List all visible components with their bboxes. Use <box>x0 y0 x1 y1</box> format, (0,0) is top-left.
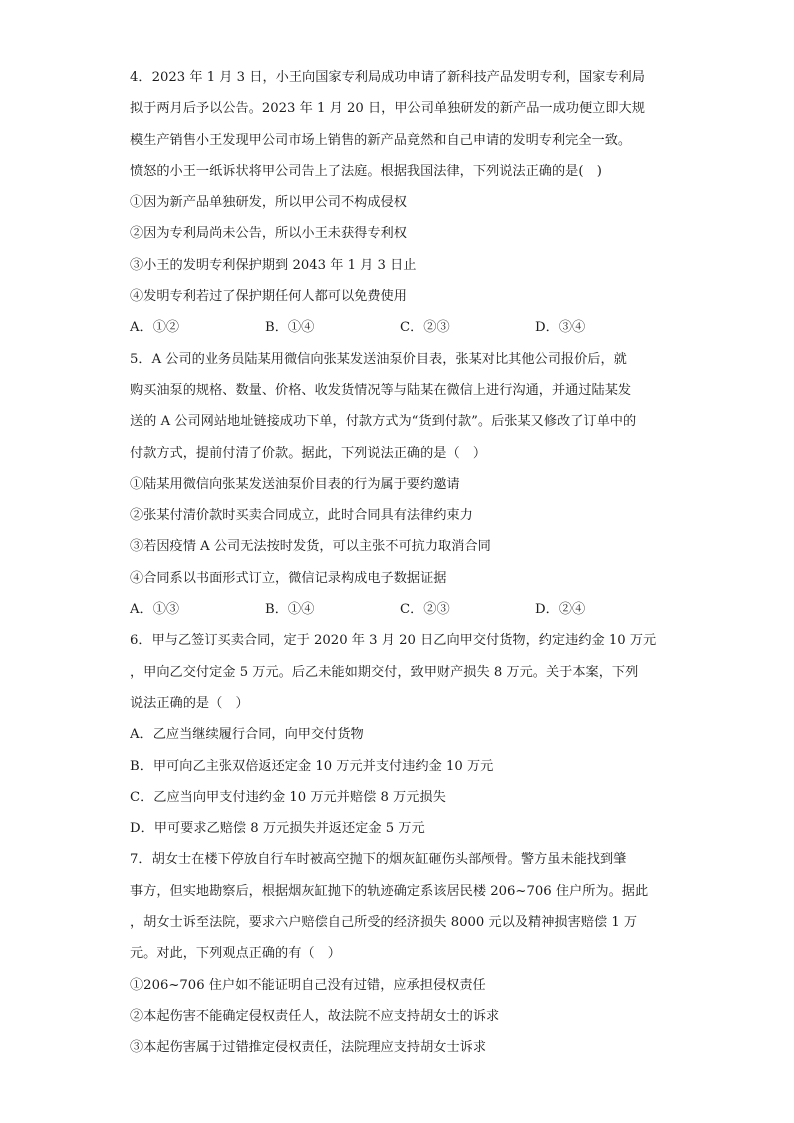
answer-option: A．①② <box>130 320 180 336</box>
question-line: ①陆某用微信向张某发送油泵价目表的行为属于要约邀请 <box>130 476 460 492</box>
question-line: 元。对此，下列观点正确的有（ ） <box>130 946 341 962</box>
question-line: 5．A 公司的业务员陆某用微信向张某发送油泵价目表，张某对比其他公司报价后，就 <box>130 351 627 367</box>
question-line: 4．2023 年 1 月 3 日，小王向国家专利局成功申请了新科技产品发明专利，国家专利局 <box>130 70 645 85</box>
question-line: 6．甲与乙签订买卖合同，定于 2020 年 3 月 20 日乙向甲交付货物，约定违约金 10 万元 <box>130 633 657 649</box>
question-line: 送的 A 公司网站地址链接成功下单，付款方式为“货到付款”。后张某又修改了订单中的 <box>130 414 637 430</box>
question-4 <box>130 62 670 344</box>
question-line: ②因为专利局尚未公告，所以小王未获得专利权 <box>130 226 407 242</box>
question-line: ②张某付清价款时买卖合同成立，此时合同具有法律约束力 <box>130 508 473 524</box>
question-line: 拟于两月后予以公告。2023 年 1 月 20 日，甲公司单独研发的新产品一成功便立即大规 <box>130 101 645 117</box>
question-line: ③小王的发明专利保护期到 2043 年 1 月 3 日止 <box>130 257 417 273</box>
question-line: ④合同系以书面形式订立，微信记录构成电子数据证据 <box>130 570 447 586</box>
question-6 <box>130 625 670 844</box>
answer-options <box>130 312 670 343</box>
answer-options <box>130 594 670 625</box>
question-line: ③本起伤害属于过错推定侵权责任，法院理应支持胡女士诉求 <box>130 1040 487 1056</box>
answer-option: D．②④ <box>535 602 586 618</box>
question-line: C．乙应当向甲支付违约金 10 万元并赔偿 8 万元损失 <box>130 789 446 805</box>
answer-option: A．①③ <box>130 602 180 618</box>
question-line: 7．胡女士在楼下停放自行车时被高空抛下的烟灰缸砸伤头部颅骨。警方虽未能找到肇 <box>130 852 627 868</box>
question-5 <box>130 344 670 626</box>
questions-container <box>130 62 670 1064</box>
question-line: ，胡女士诉至法院，要求六户赔偿自己所受的经济损失 8000 元以及精神损害赔偿 1 万 <box>130 915 638 931</box>
answer-option: D．③④ <box>535 320 586 336</box>
question-line: ，甲向乙交付定金 5 万元。后乙未能如期交付，致甲财产损失 8 万元。关于本案，下列 <box>130 664 639 680</box>
question-line: B．甲可向乙主张双倍返还定金 10 万元并支付违约金 10 万元 <box>130 758 494 774</box>
question-line: 事方，但实地勘察后，根据烟灰缸抛下的轨迹确定系该居民楼 206~706 住户所为。据此 <box>130 883 649 899</box>
question-line: 付款方式，提前付清了价款。据此，下列说法正确的是（ ） <box>130 445 487 461</box>
question-line: ②本起伤害不能确定侵权责任人，故法院不应支持胡女士的诉求 <box>130 1008 500 1024</box>
question-line: 说法正确的是（ ） <box>130 695 249 711</box>
question-line: 购买油泵的规格、数量、价格、收发货情况等与陆某在微信上进行沟通，并通过陆某发 <box>130 382 632 398</box>
answer-option: C．②③ <box>400 602 450 618</box>
question-line: A．乙应当继续履行合同，向甲交付货物 <box>130 727 364 743</box>
answer-option: C．②③ <box>400 320 450 336</box>
answer-option: B．①④ <box>265 320 315 336</box>
answer-option: B．①④ <box>265 602 315 618</box>
question-line: ③若因疫情 A 公司无法按时发货，可以主张不可抗力取消合同 <box>130 539 491 555</box>
question-line: ①因为新产品单独研发，所以甲公司不构成侵权 <box>130 195 407 211</box>
question-line: D．甲可要求乙赔偿 8 万元损失并返还定金 5 万元 <box>130 821 425 837</box>
question-line: ①206~706 住户如不能证明自己没有过错，应承担侵权责任 <box>130 977 486 993</box>
question-7 <box>130 844 670 1063</box>
question-line: ④发明专利若过了保护期任何人都可以免费使用 <box>130 289 407 305</box>
question-line: 愤怒的小王一纸诉状将甲公司告上了法庭。根据我国法律，下列说法正确的是( ) <box>130 163 602 179</box>
question-line: 模生产销售小王发现甲公司市场上销售的新产品竟然和自己申请的发明专利完全一致。 <box>130 132 632 148</box>
